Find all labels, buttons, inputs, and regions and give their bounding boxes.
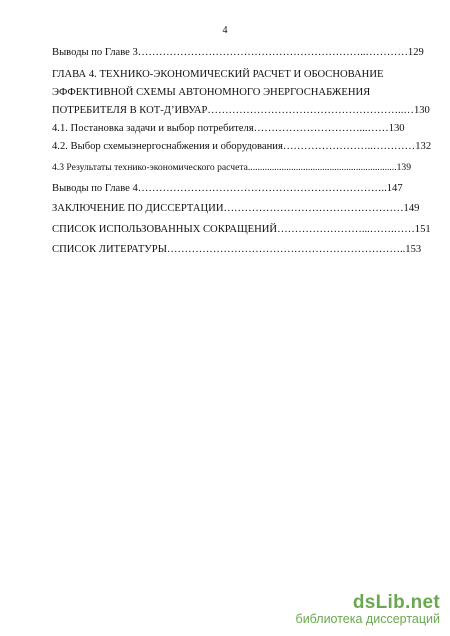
watermark-subtitle: библиотека диссертаций [295,612,440,626]
toc-chapter-4-line-2[interactable]: ЭФФЕКТИВНОЙ СХЕМЫ АВТОНОМНОГО ЭНЕРГОСНАБЖЕНИЯ [52,87,371,98]
toc-chapter-4-line-1[interactable]: ГЛАВА 4. ТЕХНИКО-ЭКОНОМИЧЕСКИЙ РАСЧЕТ И ОБОСНОВАНИЕ [52,69,384,80]
watermark-brand: dsLib.net [352,592,440,613]
page-number: 4 [222,25,228,36]
toc-entry-vyvody-3[interactable]: Выводы по Главе 3………………………………………………………..…………129 [52,47,424,58]
toc-entry-conclusion[interactable]: ЗАКЛЮЧЕНИЕ ПО ДИССЕРТАЦИИ……………………………………………149 [52,203,420,214]
toc-entry-4-3[interactable]: 4.3 Результаты технико-экономического расчета..............................................................139 [52,162,411,173]
toc-entry-4-1[interactable]: 4.1. Постановка задачи и выбор потребителя…………………………...……130 [52,123,405,134]
toc-entry-vyvody-4[interactable]: Выводы по Главе 4……………………………………………………………..147 [52,183,403,194]
toc-entry-abbreviations[interactable]: СПИСОК ИСПОЛЬЗОВАННЫХ СОКРАЩЕНИЙ……………………...…….……151 [52,224,431,235]
watermark-logo [296,592,440,626]
toc-entry-literature[interactable]: СПИСОК ЛИТЕРАТУРЫ…………………………………………………………..153 [52,244,422,255]
toc-entry-4-2[interactable]: 4.2. Выбор схемыэнергоснабжения и оборудования……………………..…………132 [52,141,432,152]
toc-chapter-4-line-3[interactable]: ПОТРЕБИТЕЛЯ В КОТ-Д’ИВУАР………………………………………………..…130 [52,105,430,116]
